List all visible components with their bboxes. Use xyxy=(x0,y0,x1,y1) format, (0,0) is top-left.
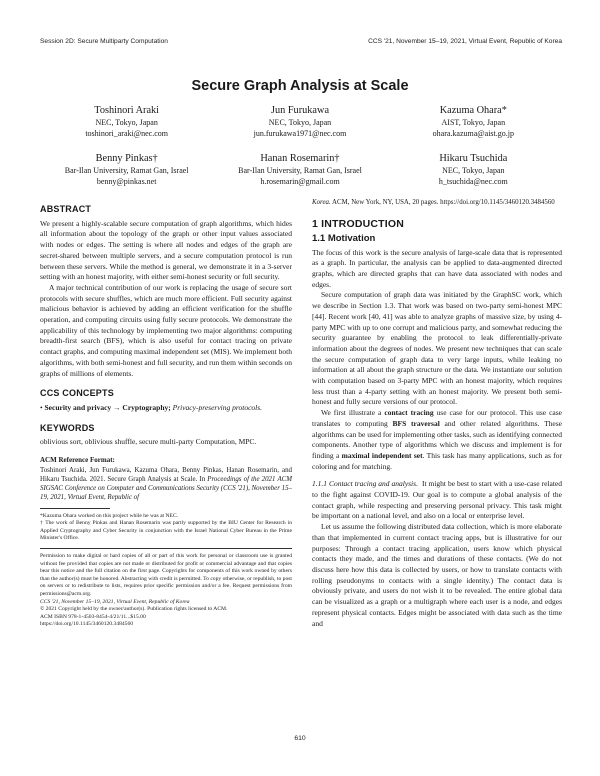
reference-doi: ACM, New York, NY, USA, 20 pages. https://doi.org/10.1145/3460120.3484560 xyxy=(330,199,555,206)
emph-mis: maximal independent set xyxy=(341,450,423,460)
author-email: ohara.kazuma@aist.go.jp xyxy=(432,129,514,139)
venue-text: CCS '21, November 15–19, 2021, Virtual Event, Republic of Korea xyxy=(40,598,190,605)
footnote: *Kazuma Ohara worked on this project while he was at NEC. xyxy=(40,512,179,519)
isbn-line: ACM ISBN 978-1-4503-8454-4/21/11...$15.00 xyxy=(40,613,146,620)
keywords-text: oblivious sort, oblivious shuffle, secure multi-party Computation, MPC. xyxy=(40,437,257,447)
author-affiliation: NEC, Tokyo, Japan xyxy=(268,118,332,127)
ccs-tail: Privacy-preserving protocols. xyxy=(170,402,263,412)
author-block xyxy=(213,152,386,187)
text-run: It might be best to start with a use-case related to the fight against COVID-19. Our goal is to compute a global analysis of the contact graph, while respecting and preserving personal privacy. This task might be important on a national level, and also on a local or enterprise level. xyxy=(312,479,562,521)
intro-paragraph: The focus of this work is the secure analysis of large-scale data that is represented as a graph. In particular, the analysis can be applied to data-augmented directed graphs, which are directed graphs that can have data associated with nodes and edges. xyxy=(312,247,562,289)
author-affiliation: NEC, Tokyo, Japan xyxy=(95,118,158,127)
page-number: 610 xyxy=(294,735,306,742)
reference-format-text xyxy=(40,466,292,503)
copyright-line: © 2021 Copyright held by the owner/author(s). Publication rights licensed to ACM. xyxy=(40,606,228,613)
author-block xyxy=(40,152,213,187)
text-run: We first illustrate a xyxy=(321,408,385,418)
emph-bfs: BFS traversal xyxy=(392,418,440,428)
author-name: Benny Pinkas† xyxy=(95,153,158,164)
author-name: Hanan Rosemarin† xyxy=(260,153,340,164)
author-name: Hikaru Tsuchida xyxy=(439,153,508,164)
author-email: toshinori_araki@nec.com xyxy=(85,129,168,139)
author-block xyxy=(213,104,386,139)
text-run: . This task has many applications, such as for coloring and for matching. xyxy=(312,450,562,471)
reference-authors: Toshinori Araki, Jun Furukawa, Kazuma Ohara, Benny Pinkas, Hanan Rosemarin, and Hikaru Tsuchida. 2021. Secure Graph Analysis at Scale. In xyxy=(40,466,292,483)
text-run: and other related algorithms. These algorithms can be used for implementing other tasks, such as identifying connected components. Another type of algorithms which we discuss and implement is for finding a xyxy=(312,418,562,460)
running-header-left: Session 2D: Secure Multiparty Computation xyxy=(40,38,168,45)
author-email: h_tsuchida@nec.com xyxy=(438,177,508,187)
author-name: Kazuma Ohara* xyxy=(439,105,507,116)
author-email: benny@pinkas.net xyxy=(96,177,157,187)
introduction-heading: 1 INTRODUCTION xyxy=(312,218,405,231)
intro-paragraph xyxy=(312,479,562,522)
keywords-heading: KEYWORDS xyxy=(40,422,95,433)
footnote-rule xyxy=(40,508,110,509)
doi-link[interactable]: https://doi.org/10.1145/3460120.3484560 xyxy=(40,621,134,628)
ccs-bullet: • xyxy=(40,402,45,412)
abstract-paragraph: We present a highly-scalable secure computation of graph algorithms, which hides all information about the topology of the graph or other input values associated with nodes or edges. The setting is where all nodes and edges of the graph are secret-shared between multiple servers, and a secure computation protocol is run between these servers. While the method is general, we demonstrate it in a 3-server setting with an honest majority, with either semi-honest security or full security. xyxy=(40,218,292,282)
motivation-heading: 1.1 Motivation xyxy=(312,232,376,244)
intro-paragraph xyxy=(312,408,562,472)
author-row-2 xyxy=(40,152,560,187)
author-name: Jun Furukawa xyxy=(270,105,330,116)
ccs-concepts-text xyxy=(40,403,292,414)
text-run: use case for our protocol. This use case translates to computing xyxy=(312,408,562,428)
permission-rule xyxy=(40,548,292,549)
abstract-paragraph: A major technical contribution of our work is replacing the usage of secure sort protocols with secure shuffles, which are much more efficient. Full security against malicious behavior is achieved by adding an efficient verification for the shuffle operation, and computing circuits using fully secure protocols. We demonstrate the applicability of this technology by implementing two major algorithms: computing breadth-first search (BFS), which is also useful for contact tracing on private contact graphs, and computing maximal independent set (MIS). We implement both algorithms, with both semi-honest and full security, and run them within seconds on graphs of millions of elements. xyxy=(40,282,292,378)
emph-contact-tracing: contact tracing xyxy=(384,408,434,418)
reference-format-heading: ACM Reference Format: xyxy=(40,456,115,465)
author-row-1 xyxy=(40,104,560,139)
permission-venue xyxy=(40,599,292,607)
author-email: h.rosemarin@gmail.com xyxy=(260,177,340,187)
ccs-main: Security and privacy → Cryptography; xyxy=(44,402,171,412)
running-header-right: CCS '21, November 15–19, 2021, Virtual Event, Republic of Korea xyxy=(368,38,562,45)
subsubsection-heading: 1.1.1 Contact tracing and analysis. xyxy=(312,479,418,489)
author-affiliation: Bar-Ilan University, Ramat Gan, Israel xyxy=(238,166,362,175)
author-affiliation: AIST, Tokyo, Japan xyxy=(441,118,506,127)
ccs-concepts-heading: CCS CONCEPTS xyxy=(40,388,114,399)
author-affiliation: NEC, Tokyo, Japan xyxy=(442,166,505,175)
author-name: Toshinori Araki xyxy=(94,105,160,116)
right-column xyxy=(312,198,562,629)
paper-title: Secure Graph Analysis at Scale xyxy=(191,78,409,94)
author-email: jun.furukawa1971@nec.com xyxy=(253,129,347,139)
permission-text: Permission to make digital or hard copies of all or part of this work for personal or classroom use is granted without fee provided that copies are not made or distributed for profit or commercial advantage and that copies bear this notice and the full citation on the first page. Copyrights for components of this work owned by others than the author(s) must be honored. Abstracting with credit is permitted. To copy otherwise, or republish, to post on servers or to redistribute to lists, requires prior specific permission and/or a fee. Request permissions from permissions@acm.org. xyxy=(40,552,292,597)
author-block xyxy=(40,104,213,139)
reference-format-continued xyxy=(312,198,562,207)
footnote: † The work of Benny Pinkas and Hanan Rosemarin was partly supported by the BIU Center for Research in Applied Cryptography and Cyber Security in conjunction with the Israel National Cyber Bureau in the Prime Minister's Office. xyxy=(40,520,292,542)
intro-paragraph: Secure computation of graph data was initiated by the GraphSC work, which we describe in Section 1.3. That work was based on two-party semi-honest MPC [44]. Recent work [40, 41] was able to analyze graphs of massive size, by using 4-party MPC with up to one corrupt and malicious party, and somewhat reducing the security guarantee by enabling the protocol to leak differentially-private information about the degrees of nodes. We present new techniques that can scale the secure computation of graph data to very large inputs, while leaking no information at all about the graph structure or the data. We instantiate our solution with computation based on 3-party MPC with an honest majority, which requires less trust than a 4-party setting with an honest majority. We present both semi-honest and fully secure versions of our protocol. xyxy=(312,290,562,407)
author-block xyxy=(387,152,560,187)
left-column xyxy=(40,198,292,629)
author-block xyxy=(387,104,560,139)
reference-proceedings: Proceedings of the 2021 ACM SIGSAC Conference on Computer and Communications Security (CCS '21), November 15–19, 2021, Virtual Event, Republic of xyxy=(40,475,293,502)
abstract-heading: ABSTRACT xyxy=(40,204,92,214)
author-affiliation: Bar-Ilan University, Ramat Gan, Israel xyxy=(64,166,189,175)
reference-korea: Korea. xyxy=(312,199,331,206)
intro-paragraph: Let us assume the following distributed data collection, which is more elaborate than that implemented in current contact tracing apps, but is illustrative for our purposes: Through a contact tracing application, users know which physical contacts they made, and the times and durations of these contacts. (We do not discuss here how this data is collected by users, or how to translate contacts with rolling pseudonyms to contacts with a single identity.) The contact data is obviously private, and users do not wish it to be revealed. The entire global data can be visualized as a graph or a multigraph where each user is a node, and edges represent physical contacts. Edges might be associated with data such as the time and xyxy=(312,522,562,628)
